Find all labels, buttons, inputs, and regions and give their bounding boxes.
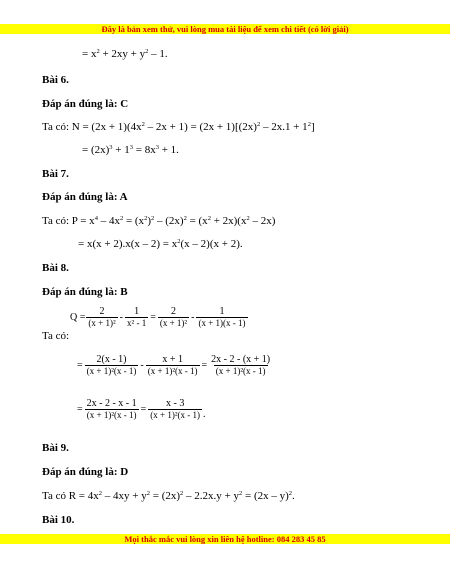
sup: 3: [155, 144, 159, 151]
fraction: [125, 306, 148, 328]
sup: 2: [150, 215, 155, 222]
t: + 2x)(x: [210, 215, 247, 227]
exercise-heading: Bài 7.: [42, 168, 69, 180]
equals-sign: =: [77, 359, 83, 371]
t: = x: [82, 48, 97, 60]
sup: 2: [238, 490, 243, 497]
fraction: [158, 306, 189, 328]
sup: 2: [207, 215, 211, 222]
sup: 2: [146, 490, 150, 497]
denominator: (x + 1)²: [159, 318, 188, 328]
numerator: 1: [134, 306, 140, 317]
equals-sign: =: [140, 403, 147, 415]
numerator: 2: [99, 306, 105, 317]
fraction: [146, 354, 200, 376]
denominator: (x + 1)²(x - 1): [147, 366, 198, 376]
t: + 2xy + y: [99, 48, 146, 60]
t: + 1: [112, 144, 130, 156]
t: = (x: [123, 215, 145, 227]
t: – 4xy + y: [102, 490, 147, 502]
t: – 4x: [97, 215, 120, 227]
equals-sign: =: [201, 359, 208, 371]
exercise-heading: Bài 6.: [42, 74, 69, 86]
equals-sign: =: [77, 403, 83, 415]
answer-line: Đáp án đúng là: A: [42, 191, 128, 203]
minus-sign: -: [191, 311, 195, 323]
exercise-heading: Bài 10.: [42, 514, 75, 526]
sup: 2: [96, 48, 100, 55]
t: + 1.: [158, 144, 179, 156]
t: .: [292, 490, 295, 502]
sup: 2: [246, 215, 250, 222]
minus-sign: -: [140, 359, 144, 371]
t: Ta có: P = x: [42, 215, 95, 227]
denominator: (x + 1)²(x - 1): [150, 410, 201, 420]
answer-line: Đáp án đúng là: B: [42, 286, 128, 298]
fraction: [209, 354, 272, 376]
denominator: (x + 1)²(x - 1): [86, 366, 137, 376]
equals-sign: =: [150, 311, 156, 323]
equation-line: [42, 121, 315, 133]
period: .: [203, 409, 206, 420]
sup: 2: [256, 121, 261, 128]
sup: 2: [183, 215, 187, 222]
minus-sign: -: [119, 311, 123, 323]
t: = (2x): [82, 144, 110, 156]
t: = (x: [186, 215, 208, 227]
answer-line: Đáp án đúng là: D: [42, 466, 129, 478]
exercise-heading: Bài 9.: [42, 442, 69, 454]
sup: 2: [145, 48, 149, 55]
answer-line: Đáp án đúng là: C: [42, 98, 129, 110]
t: (x – 2)(x + 2).: [180, 238, 243, 250]
sup: 2: [288, 490, 293, 497]
sup: 4: [94, 215, 98, 222]
denominator: (x + 1)²: [88, 318, 116, 328]
sup: 2: [307, 121, 311, 128]
sup: 2: [119, 215, 124, 222]
equation-line: [82, 144, 179, 156]
exercise-heading: Bài 8.: [42, 262, 69, 274]
t: ): [147, 215, 151, 227]
denominator: (x + 1)²(x - 1): [86, 410, 137, 420]
fraction: [148, 398, 202, 420]
denominator: (x + 1)²(x - 1): [215, 366, 266, 376]
t: – (2x): [154, 215, 184, 227]
denominator: x² - 1: [127, 318, 147, 328]
t: = 8x: [133, 144, 156, 156]
sup: 2: [177, 238, 181, 245]
sup: 2: [180, 490, 184, 497]
equation-line: [42, 490, 295, 502]
fraction: [85, 398, 139, 420]
numerator: 2x - 2 - (x + 1): [211, 354, 271, 365]
t: Ta có R = 4x: [42, 490, 99, 502]
numerator: 1: [219, 306, 225, 317]
t: – 1.: [148, 48, 168, 60]
ta-co-label: Ta có:: [42, 330, 70, 342]
sup: 2: [141, 121, 145, 128]
t: – 2x): [249, 215, 276, 227]
q-label: Q =: [70, 311, 86, 323]
equation-line: [78, 238, 243, 250]
fraction-step-1: [76, 354, 273, 376]
t: = (2x): [149, 490, 181, 502]
t: – 2.2x.y + y: [183, 490, 239, 502]
preview-notice-banner: [0, 24, 450, 34]
numerator: 2x - 2 - x - 1: [86, 398, 137, 409]
sup: 2: [98, 490, 103, 497]
fraction: [86, 306, 117, 328]
preview-notice-text: Đây là bản xem thử, vui lòng mua tài liệu để xem chi tiết (có lời giải): [101, 24, 349, 34]
t: ]: [310, 121, 315, 133]
sup: 3: [129, 144, 133, 151]
numerator: 2: [170, 306, 176, 317]
equation-line: [82, 48, 168, 60]
fraction-step-2: [76, 398, 206, 420]
equation-line: [42, 215, 275, 227]
t: Ta có: N = (2x + 1)(4x: [42, 121, 142, 133]
q-expression: [70, 306, 249, 328]
numerator: x + 1: [162, 354, 183, 365]
hotline-text: Mọi thắc mắc vui lòng xin liên hệ hotline: 084 283 45 85: [124, 534, 326, 544]
sup: 2: [144, 215, 148, 222]
numerator: 2(x - 1): [96, 354, 127, 365]
t: – 2x.1 + 1: [260, 121, 308, 133]
t: = (2x – y): [242, 490, 289, 502]
sup: 3: [109, 144, 113, 151]
fraction: [196, 306, 247, 328]
t: = x(x + 2).x(x – 2) = x: [78, 238, 178, 250]
denominator: (x + 1)(x - 1): [198, 318, 246, 328]
hotline-banner: [0, 534, 450, 544]
t: – 2x + 1) = (2x + 1)[(2x): [144, 121, 257, 133]
numerator: x - 3: [165, 398, 185, 409]
fraction: [85, 354, 139, 376]
